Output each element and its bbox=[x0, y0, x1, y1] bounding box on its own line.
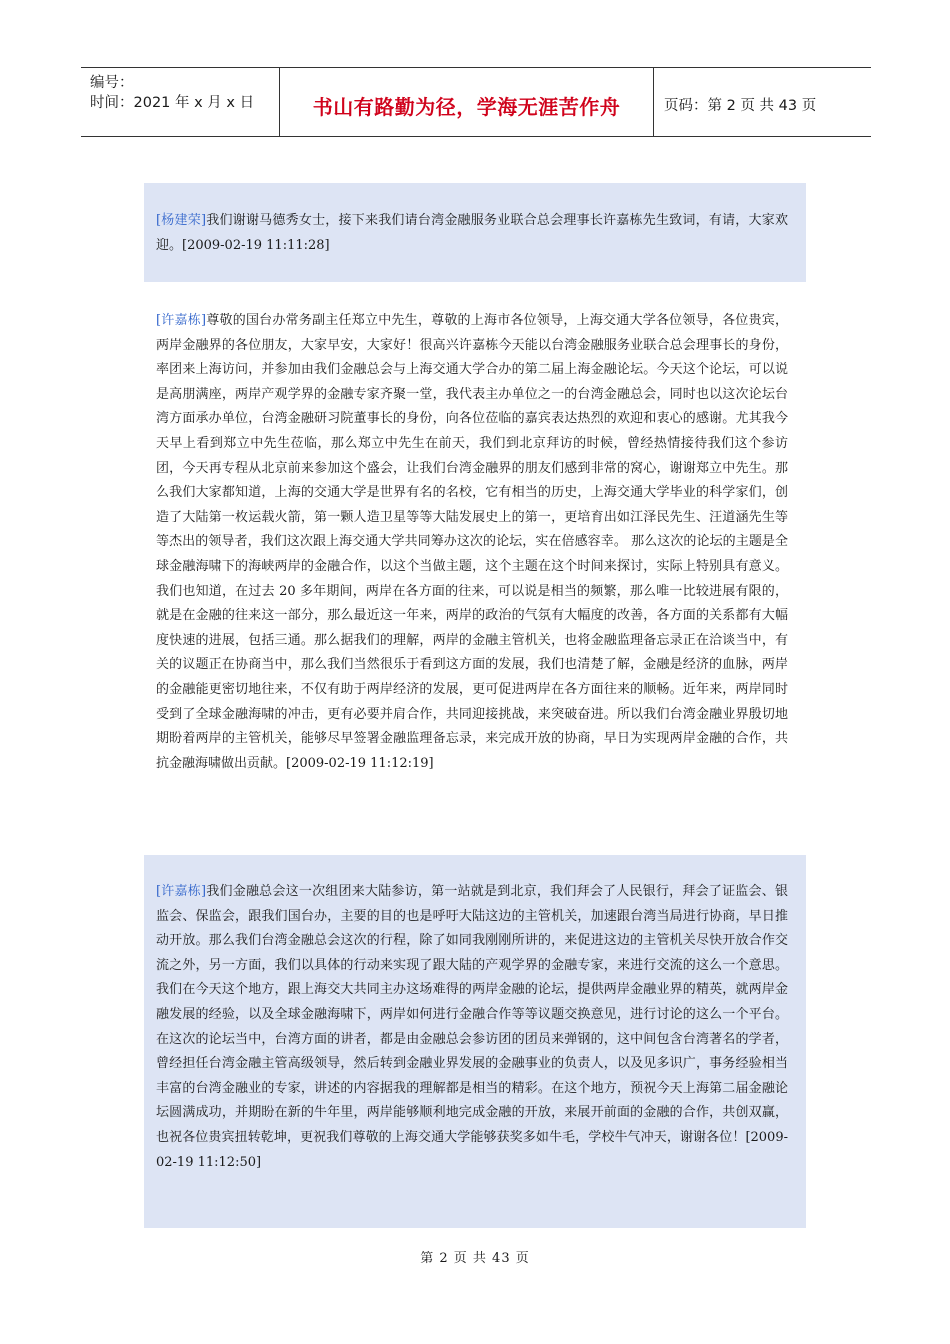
message-text: 我们金融总会这一次组团来大陆参访，第一站就是到北京，我们拜会了人民银行，拜会了证监会、银监会、保监会，跟我们国台办，主要的目的也是呼吁大陆这边的主管机关，加速跟台湾当局进行协商，早日推动开放。那么我们台湾金融总会这次的行程，除了如同我刚刚所讲的，来促进这边的主管机关尽快开放合作交流之外，另一方面，我们以具体的行动来实现了跟大陆的产观学界的金融专家，来进行交流的这么一个意思。我们在今天这个地方，跟上海交大共同主办这场难得的两岸金融的论坛，提供两岸金融业界的精英，就两岸金融发展的经验，以及全球金融海啸下，两岸如何进行金融合作等等议题交换意见，进行讨论的这么一个平台。在这次的论坛当中，台湾方面的讲者，都是由金融总会参访团的团员来弹钢的，这中间包含台湾著名的学者，曾经担任台湾金融主管高级领导，然后转到金融业界发展的金融事业的负责人，以及见多识广，事务经验相当丰富的台湾金融业的专家，讲述的内容据我的理解都是相当的精彩。在这个地方，预祝今天上海第二届金融论坛圆满成功，并期盼在新的牛年里，两岸能够顺利地完成金融的开放，来展开前面的金融的合作，共创双赢，也祝各位贵宾扭转乾坤，更祝我们尊敬的上海交通大学能够获奖多如牛毛，学校牛气冲天，谢谢各位！[2009-02-19 11:12:50] bbox=[156, 884, 788, 1170]
number-label: 编号： bbox=[90, 75, 134, 91]
message-block bbox=[144, 183, 806, 282]
message-text: 我们谢谢马德秀女士，接下来我们请台湾金融服务业联合总会理事长许嘉栋先生致词，有请，大家欢迎。[2009-02-19 11:11:28] bbox=[156, 213, 788, 253]
time-label: 时间：2021 年 x 月 x 日 bbox=[90, 95, 255, 111]
speaker-name: [杨建荣] bbox=[156, 213, 207, 228]
message-block bbox=[144, 309, 806, 830]
speaker-name: [许嘉栋] bbox=[156, 313, 207, 328]
page-header bbox=[81, 67, 871, 137]
header-page-number: 页码：第 2 页 共 43 页 bbox=[664, 97, 817, 114]
message-block bbox=[144, 855, 806, 1228]
header-motto: 书山有路勤为径，学海无涯苦作舟 bbox=[280, 68, 654, 136]
page-footer: 第 2 页 共 43 页 bbox=[420, 1251, 530, 1266]
message-text: 尊敬的国台办常务副主任郑立中先生，尊敬的上海市各位领导，上海交通大学各位领导，各位贵宾，两岸金融界的各位朋友，大家早安，大家好！很高兴许嘉栋今天能以台湾金融服务业联合总会理事长的身份，率团来上海访问，并参加由我们金融总会与上海交通大学合办的第二届上海金融论坛。今天这个论坛，可以说是高朋满座，两岸产观学界的金融专家齐聚一堂，我代表主办单位之一的台湾金融总会，同时也以这次论坛台湾方面承办单位，台湾金融研习院董事长的身份，向各位莅临的嘉宾表达热烈的欢迎和衷心的感谢。尤其我今天早上看到郑立中先生莅临，那么郑立中先生在前天，我们到北京拜访的时候，曾经热情接待我们这个参访团，今天再专程从北京前来参加这个盛会，让我们台湾金融界的朋友们感到非常的窝心，谢谢郑立中先生。那么我们大家都知道，上海的交通大学是世界有名的名校，它有相当的历史，上海交通大学毕业的科学家们，创造了大陆第一枚运载火箭，第一颗人造卫星等等大陆发展史上的第一，更培育出如江泽民先生、汪道涵先生等等杰出的领导者，我们这次跟上海交通大学共同筹办这次的论坛，实在倍感容幸。 那么这次的论坛的主题是全球金融海啸下的海峡两岸的金融合作，以这个当做主题，这个主题在这个时间来探讨，实际上特别具有意义。我们也知道，在过去 20 多年期间，两岸在各方面的往来，可以说是相当的频繁，那么唯一比较进展有限的，就是在金融的往来这一部分，那么最近这一年来，两岸的政治的气氛有大幅度的改善，各方面的关系都有大幅度快速的进展，包括三通。那么据我们的理解，两岸的金融主管机关，也将金融监理备忘录正在洽谈当中，有关的议题正在协商当中，那么我们当然很乐于看到这方面的发展，我们也清楚了解，金融是经济的血脉，两岸的金融能更密切地往来，不仅有助于两岸经济的发展，更可促进两岸在各方面往来的顺畅。近年来，两岸同时受到了全球金融海啸的冲击，更有必要并肩合作，共同迎接挑战，来突破奋进。所以我们台湾金融业界殷切地期盼着两岸的主管机关，能够尽早签署金融监理备忘录，来完成开放的协商，早日为实现两岸金融的合作，共抗金融海啸做出贡献。[2009-02-19 11:12:19] bbox=[156, 313, 788, 771]
header-meta bbox=[81, 68, 280, 136]
speaker-name: [许嘉栋] bbox=[156, 884, 207, 899]
